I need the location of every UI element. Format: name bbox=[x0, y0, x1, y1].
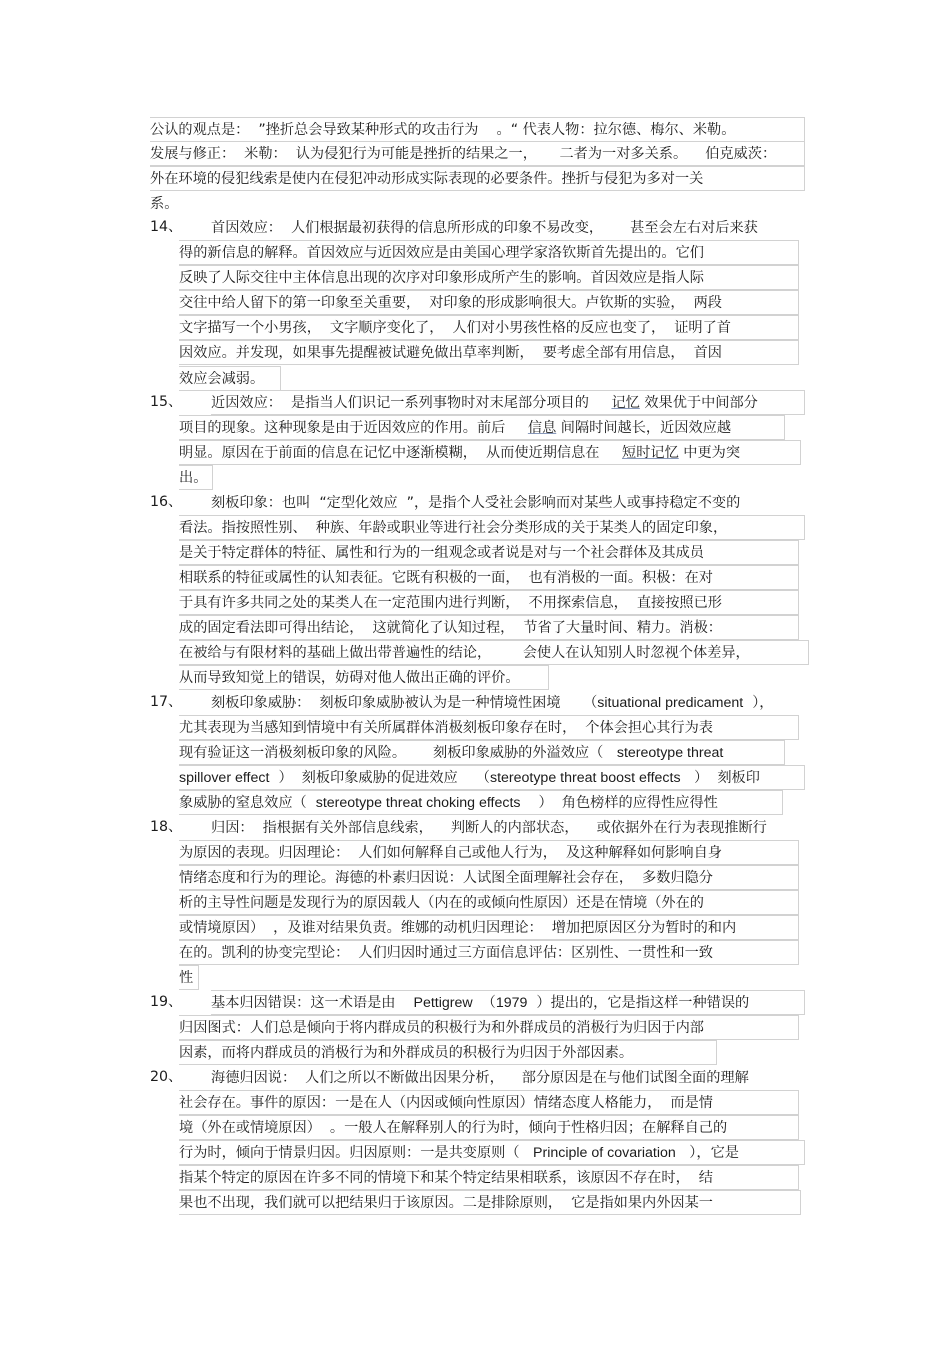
text-line bbox=[179, 840, 799, 865]
text-segment: 行为时，倾向于情景归因。归因原则：一是共变原则（ bbox=[179, 1145, 534, 1161]
text-segment: 在的。凯利的协变完型论： 人们归因时通过三方面信息评估：区别性、一贯性和一致 bbox=[179, 945, 713, 961]
text-line bbox=[179, 290, 799, 315]
text-segment: 为原因的表现。归因理论： 人们如何解释自己或他人行为， 及这种解释如何影响自身 bbox=[179, 845, 722, 861]
text-line bbox=[150, 117, 805, 142]
item-number: 15、 bbox=[150, 394, 183, 410]
text-segment: 于具有许多共同之处的某类人在一定范围内进行判断， 不用探索信息， 直接按照已形 bbox=[179, 595, 722, 611]
text-line bbox=[150, 166, 805, 191]
text-segment: 境（外在或情境原因） 。一般人在解释别人的行为时，倾向于性格归因；在解释自己的 bbox=[179, 1120, 728, 1136]
text-segment: 因素，而将内群成员的消极行为和外群成员的积极行为归因于外部因素。 bbox=[179, 1045, 634, 1061]
text-segment: 指某个特定的原因在许多不同的情境下和某个特定结果相联系，该原因不存在时， 结 bbox=[179, 1170, 713, 1186]
text-segment: ）提出的，它是指这样一种错误的 bbox=[527, 995, 750, 1011]
text-line bbox=[179, 265, 799, 290]
text-line bbox=[211, 815, 805, 840]
text-segment: 归因图式：人们总是倾向于将内群成员的积极行为和外群成员的消极行为归因于内部 bbox=[179, 1020, 704, 1036]
text-segment: 性 bbox=[179, 970, 194, 986]
text-line bbox=[179, 790, 783, 815]
text-segment: 效果优于中间部分 bbox=[639, 395, 758, 411]
text-segment: 发展与修正： 米勒： 认为侵犯行为可能是挫折的结果之一， 二者为一对多关系。 伯克威茨： bbox=[150, 146, 777, 162]
text-line bbox=[179, 1115, 799, 1140]
text-segment: ） 角色榜样的应得性应得性 bbox=[520, 795, 718, 811]
text-line bbox=[179, 465, 213, 490]
item-number: 18、 bbox=[150, 819, 183, 835]
text-segment: Principle of covariation bbox=[533, 1145, 676, 1161]
text-segment: 效应会减弱。 bbox=[179, 371, 265, 387]
text-line bbox=[179, 890, 799, 915]
text-segment: situational predicament bbox=[597, 695, 744, 711]
text-segment: 析的主导性问题是发现行为的原因载人（内在的或倾向性原因）还是在情境（外在的 bbox=[179, 895, 704, 911]
text-segment: Pettigrew bbox=[413, 995, 473, 1011]
text-segment: 果也不出现，我们就可以把结果归于该原因。二是排除原则， 它是指如果内外因某一 bbox=[179, 1195, 713, 1211]
item-number: 19、 bbox=[150, 994, 183, 1010]
text-segment: 看法。指按照性别、 种族、年龄或职业等进行社会分类形成的关于某类人的固定印象， bbox=[179, 520, 728, 536]
text-line bbox=[179, 1165, 799, 1190]
text-line bbox=[179, 340, 799, 365]
text-segment: 公认的观点是： ”挫折总会导致某种形式的攻击行为 。“ 代表人物：拉尔德、梅尔、米勒。 bbox=[150, 122, 736, 138]
text-segment: 是关于特定群体的特征、属性和行为的一组观念或者说是对与一个社会群体及其成员 bbox=[179, 545, 704, 561]
text-segment: 相联系的特征或属性的认知表征。它既有积极的一面， 也有消极的一面。积极：在对 bbox=[179, 570, 713, 586]
text-segment: 中更为突 bbox=[678, 445, 741, 461]
text-line bbox=[179, 765, 805, 790]
text-segment: 系。 bbox=[150, 196, 179, 212]
text-line bbox=[179, 665, 549, 690]
text-segment: spillover effect bbox=[179, 770, 270, 786]
text-line bbox=[179, 1190, 801, 1215]
text-line bbox=[211, 215, 806, 240]
text-line bbox=[179, 366, 281, 391]
text-segment: 明显。原因在于前面的信息在记忆中逐渐模糊， 从而使近期信息在 bbox=[179, 445, 623, 461]
text-line bbox=[179, 240, 799, 265]
text-segment: 得的新信息的解释。首因效应与近因效应是由美国心理学家洛钦斯首先提出的。它们 bbox=[179, 245, 704, 261]
text-line bbox=[211, 390, 805, 415]
text-segment: 记忆 bbox=[611, 395, 640, 411]
text-segment: 象威胁的窒息效应（ bbox=[179, 795, 316, 811]
text-line bbox=[179, 615, 799, 640]
text-line bbox=[179, 590, 799, 615]
text-line bbox=[150, 141, 805, 166]
text-segment: 海德归因说： 人们之所以不断做出因果分析， 部分原因是在与他们试图全面的理解 bbox=[211, 1070, 749, 1086]
text-line bbox=[179, 915, 799, 940]
text-segment: 现有验证这一消极刻板印象的风险。 刻板印象威胁的外溢效应（ bbox=[179, 745, 617, 761]
text-segment: ） 刻板印象威胁的促进效应 （ bbox=[269, 770, 490, 786]
text-line bbox=[179, 1140, 805, 1165]
text-segment: 项目的现象。这种现象是由于近因效应的作用。前后 bbox=[179, 420, 528, 436]
text-segment: 因效应。并发现，如果事先提醒被试避免做出草率判断， 要考虑全部有用信息， 首因 bbox=[179, 345, 722, 361]
text-segment: ）， bbox=[743, 695, 774, 711]
text-segment: 尤其表现为当感知到情境中有关所属群体消极刻板印象存在时， 个体会担心其行为表 bbox=[179, 720, 713, 736]
text-line bbox=[179, 1015, 799, 1040]
text-segment: 或情境原因） ，及谁对结果负责。维娜的动机归因理论： 增加把原因区分为暂时的和内 bbox=[179, 920, 737, 936]
text-line bbox=[179, 315, 799, 340]
text-segment: 交往中给人留下的第一印象至关重要， 对印象的形成影响很大。卢钦斯的实验， 两段 bbox=[179, 295, 722, 311]
text-segment: 反映了人际交往中主体信息出现的次序对印象形成所产生的影响。首因效应是指人际 bbox=[179, 270, 704, 286]
text-line bbox=[211, 1065, 805, 1090]
text-segment: stereotype threat boost effects bbox=[489, 770, 681, 786]
item-number: 16、 bbox=[150, 494, 183, 510]
text-segment: stereotype threat choking effects bbox=[315, 795, 521, 811]
text-segment: ），它是 bbox=[675, 1145, 739, 1161]
text-segment: 刻板印象威胁： 刻板印象威胁被认为是一种情境性困境 （ bbox=[211, 695, 598, 711]
text-line bbox=[179, 565, 799, 590]
text-line bbox=[179, 1040, 717, 1065]
text-line bbox=[179, 865, 799, 890]
text-segment: 出。 bbox=[179, 470, 208, 486]
text-segment: 在被给与有限材料的基础上做出带普遍性的结论， 会使人在认知别人时忽视个体差异， bbox=[179, 645, 750, 661]
text-line bbox=[179, 740, 785, 765]
text-segment: 从而导致知觉上的错误，妨碍对他人做出正确的评价。 bbox=[179, 670, 520, 686]
text-line bbox=[211, 490, 805, 515]
text-segment: 社会存在。事件的原因：一是在人（内因或倾向性原因）情绪态度人格能力， 而是情 bbox=[179, 1095, 713, 1111]
text-segment: stereotype threat bbox=[616, 745, 724, 761]
item-number: 14、 bbox=[150, 219, 183, 235]
text-line bbox=[179, 640, 809, 665]
text-segment: 近因效应： 是指当人们识记一系列事物时对末尾部分项目的 bbox=[211, 395, 612, 411]
text-segment: 文字描写一个小男孩， 文字顺序变化了， 人们对小男孩性格的反应也变了， 证明了首 bbox=[179, 320, 731, 336]
text-segment: 成的固定看法即可得出结论， 这就简化了认知过程， 节省了大量时间、精力。消极： bbox=[179, 620, 722, 636]
text-segment: 归因： 指根据有关外部信息线索， 判断人的内部状态， 或依据外在行为表现推断行 bbox=[211, 820, 767, 836]
text-line bbox=[211, 690, 805, 715]
text-line bbox=[179, 540, 799, 565]
text-segment: 间隔时间越长，近因效应越 bbox=[556, 420, 732, 436]
text-segment: 基本归因错误：这一术语是由 bbox=[211, 995, 414, 1011]
text-segment: 首因效应： 人们根据最初获得的信息所形成的印象不易改变， 甚至会左右对后来获 bbox=[211, 220, 758, 236]
text-line bbox=[179, 940, 799, 965]
text-line bbox=[211, 990, 805, 1015]
text-segment: 信息 bbox=[527, 420, 557, 436]
text-segment: ） 刻板印 bbox=[680, 770, 760, 786]
text-segment: 外在环境的侵犯线索是使内在侵犯冲动形成实际表现的必要条件。挫折与侵犯为多对一关 bbox=[150, 171, 704, 187]
text-line bbox=[150, 191, 179, 216]
text-line bbox=[179, 715, 799, 740]
text-segment: （ bbox=[472, 995, 496, 1011]
item-number: 17、 bbox=[150, 694, 183, 710]
text-line bbox=[179, 965, 199, 990]
text-segment: 情绪态度和行为的理论。海德的朴素归因说：人试图全面理解社会存在， 多数归隐分 bbox=[179, 870, 713, 886]
text-segment: 刻板印象：也叫 “定型化效应 ”，是指个人受社会影响而对某些人或事持稳定不变的 bbox=[211, 495, 741, 511]
text-line bbox=[179, 1090, 799, 1115]
text-line bbox=[179, 515, 805, 540]
item-number: 20、 bbox=[150, 1069, 183, 1085]
text-line bbox=[179, 440, 801, 465]
text-line bbox=[179, 415, 785, 440]
text-segment: 1979 bbox=[495, 995, 528, 1011]
text-segment: 短时记忆 bbox=[622, 445, 679, 461]
